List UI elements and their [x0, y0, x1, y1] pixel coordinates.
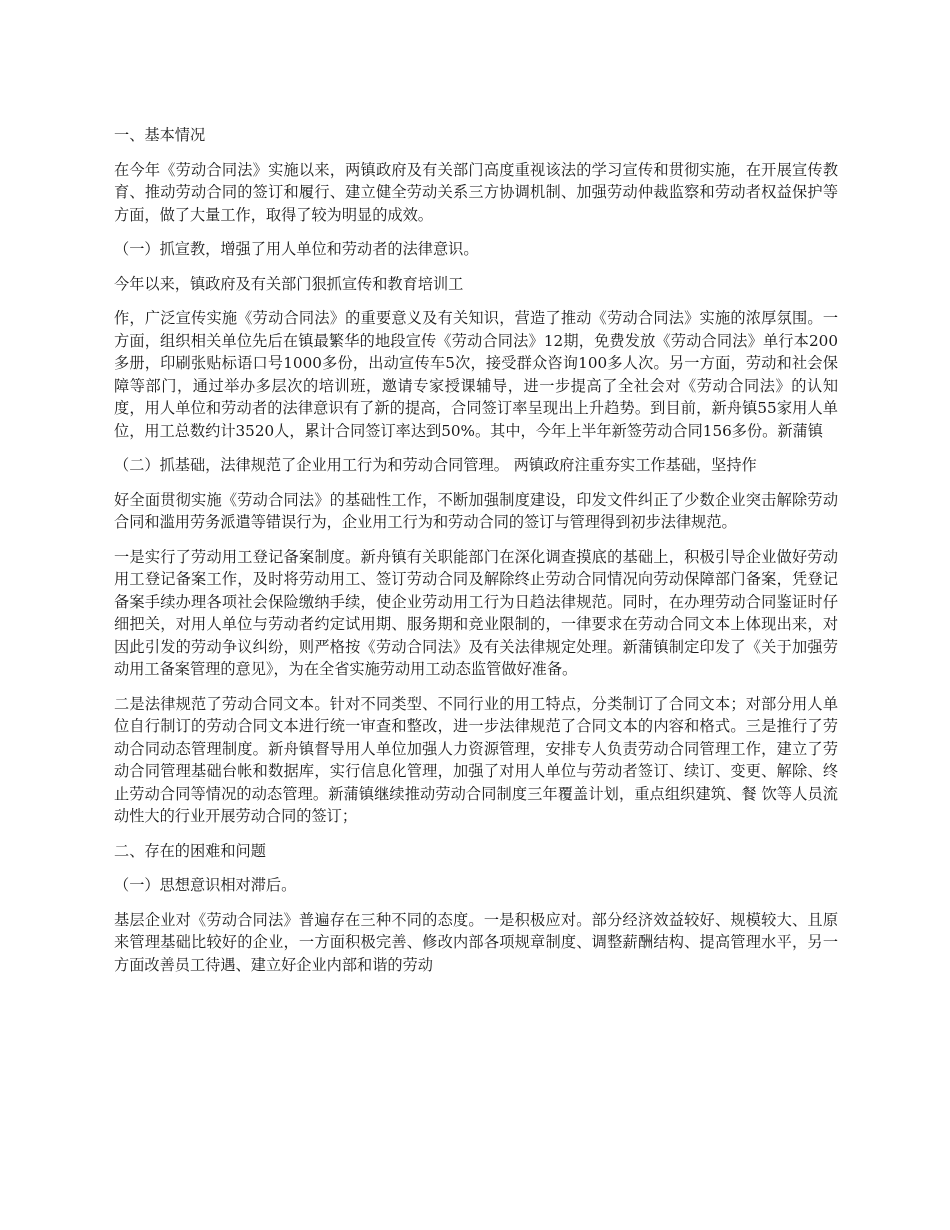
subsection-heading-publicity: （一）抓宣教，增强了用人单位和劳动者的法律意识。	[114, 240, 479, 258]
section-heading-problems: 二、存在的困难和问题	[114, 841, 266, 860]
paragraph-registration-system: 一是实行了劳动用工登记备案制度。新舟镇有关职能部门在深化调查摸底的基础上，积极引导企业做好劳动用工登记备案工作，及时将劳动用工、签订劳动合同及解除终止劳动合同情况向劳动保障部门备案，凭登记备案手续办理各项社会保险缴纳手续，使企业劳动用工行为日趋法律规范。同时，在办理劳动合同鉴证时仔细把关，对用人单位与劳动者约定试用期、服务期和竞业限制的，一律要求在劳动合同文本上体现出来，对因此引发的劳动争议纠纷，则严格按《劳动合同法》及有关法律规定处理。新蒲镇制定印发了《关于加强劳动用工备案管理的意见》，为在全省实施劳动用工动态监管做好准备。	[114, 547, 838, 678]
paragraph-publicity-detail: 作，广泛宣传实施《劳动合同法》的重要意义及有关知识，营造了推动《劳动合同法》实施的浓厚氛围。一方面，组织相关单位先后在镇最繁华的地段宣传《劳动合同法》12期，免费发放《劳动合同法》单行本200多册，印刷张贴标语口号1000多份，出动宣传车5次，接受群众咨询100多人次。另一方面，劳动和社会保障等部门，通过举办多层次的培训班，邀请专家授课辅导，进一步提高了全社会对《劳动合同法》的认知度，用人单位和劳动者的法律意识有了新的提高，合同签订率呈现出上升趋势。到目前，新舟镇55家用人单位，用工总数约计3520人，累计合同签订率达到50%。其中，今年上半年新签劳动合同156多份。新蒲镇	[114, 309, 838, 440]
document-page	[114, 124, 838, 988]
subsection-heading-awareness: （一）思想意识相对滞后。	[114, 876, 297, 894]
paragraph-contract-text: 二是法律规范了劳动合同文本。针对不同类型、不同行业的用工特点，分类制订了合同文本；对部分用人单位自行制订的劳动合同文本进行统一审查和整改，进一步法律规范了合同文本的内容和格式。三是推行了劳动合同动态管理制度。新舟镇督导用人单位加强人力资源管理，安排专人负责劳动合同管理工作，建立了劳动合同管理基础台帐和数据库，实行信息化管理，加强了对用人单位与劳动者签订、续订、变更、解除、终止劳动合同等情况的动态管理。新蒲镇继续推动劳动合同制度三年覆盖计划，重点组织建筑、餐 饮等人员流动性大的行业开展劳动合同的签订；	[114, 694, 838, 825]
paragraph-foundation-lead: （二）抓基础，法律规范了企业用工行为和劳动合同管理。 两镇政府注重夯实工作基础，坚持作	[114, 456, 757, 474]
paragraph-foundation-detail: 好全面贯彻实施《劳动合同法》的基础性工作，不断加强制度建设，印发文件纠正了少数企业突击解除劳动合同和滥用劳务派遣等错误行为，企业用工行为和劳动合同的签订与管理得到初步法律规范。	[114, 490, 838, 531]
paragraph-enterprise-attitudes: 基层企业对《劳动合同法》普遍存在三种不同的态度。一是积极应对。部分经济效益较好、规模较大、且原来管理基础比较好的企业，一方面积极完善、修改内部各项规章制度、调整薪酬结构、提高管理水平，另一方面改善员工待遇、建立好企业内部和谐的劳动	[114, 910, 838, 974]
paragraph-intro: 在今年《劳动合同法》实施以来，两镇政府及有关部门高度重视该法的学习宣传和贯彻实施，在开展宣传教育、推动劳动合同的签订和履行、建立健全劳动关系三方协调机制、加强劳动仲裁监察和劳动者权益保护等方面，做了大量工作，取得了较为明显的成效。	[114, 160, 838, 224]
section-heading-basic-situation: 一、基本情况	[114, 126, 206, 144]
paragraph-publicity-lead: 今年以来，镇政府及有关部门狠抓宣传和教育培训工	[114, 274, 464, 293]
